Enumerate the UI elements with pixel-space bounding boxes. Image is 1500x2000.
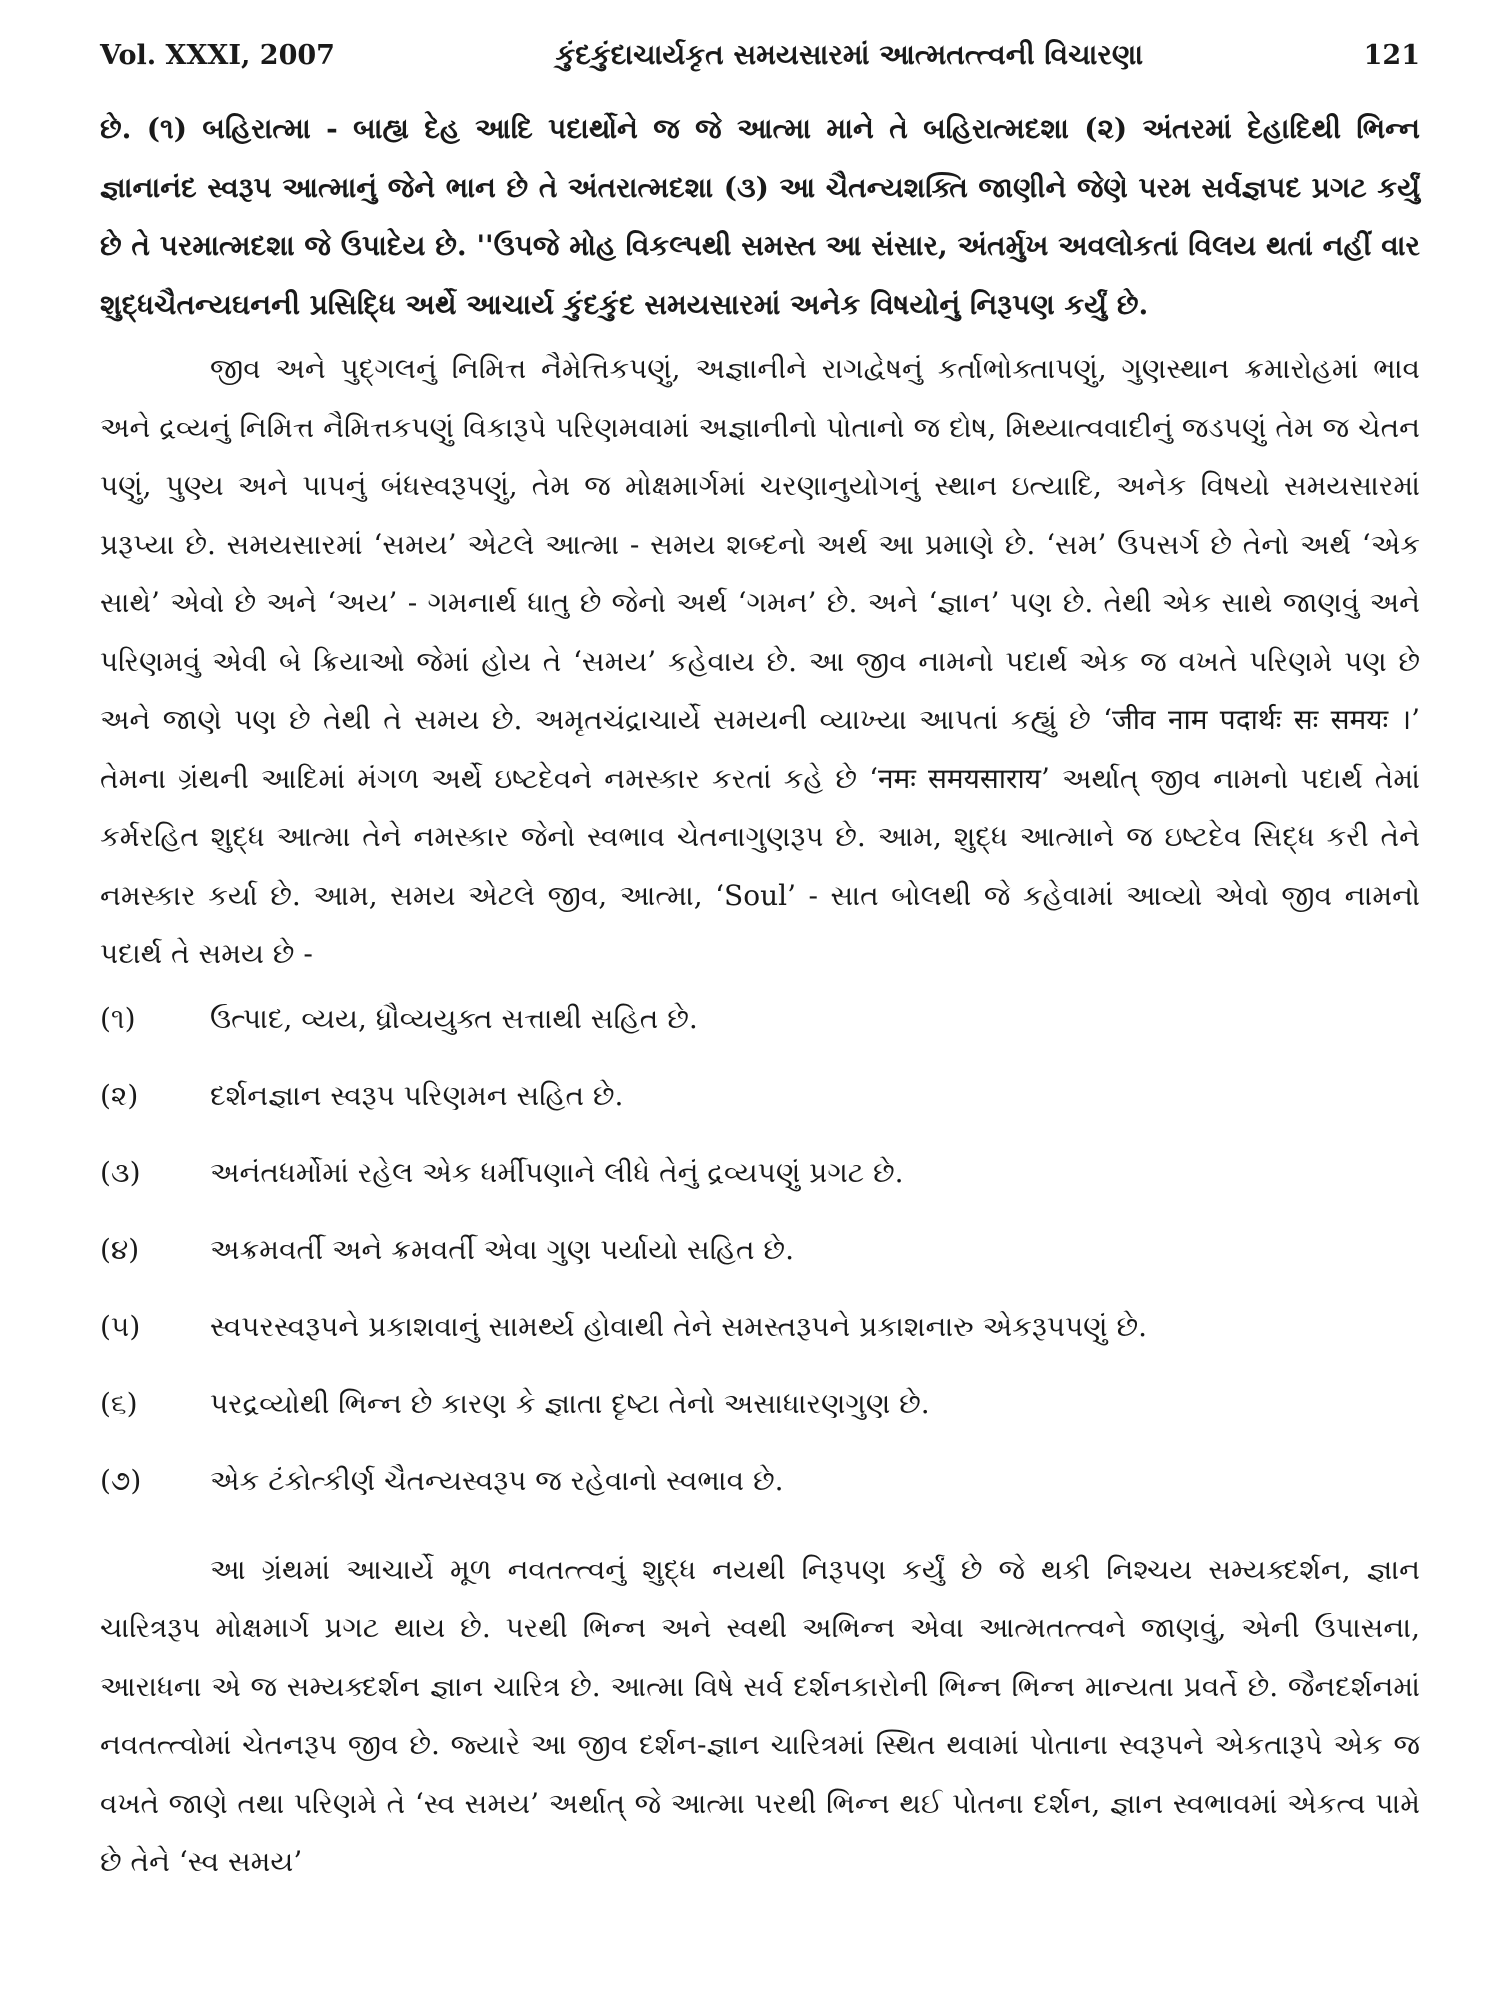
list-item — [100, 1375, 1420, 1452]
list-item-number: (૫) — [100, 1309, 141, 1343]
list-item — [100, 1298, 1420, 1375]
list-item-number: (૬) — [100, 1386, 138, 1420]
paragraph-intro: છે. (૧) બહિરાત્મા - બાહ્ય દેહ આદિ પદાર્થોને જ જે આત્મા માને તે બહિરાત્મદશા (૨) અંતરમાં દેહાદિથી ભિન્ન જ્ઞાનાનંદ સ્વરૂપ આત્માનું જેને ભાન છે તે અંતરાત્મદશા (૩) આ ચૈતન્યશક્તિ જાણીને જેણે પરમ સર્વજ્ઞપદ પ્રગટ કર્યું છે તે પરમાત્મદશા જે ઉપાદેય છે. ''ઉપજે મોહ વિકલ્પથી સમસ્ત આ સંસાર, અંતર્મુખ અવલોકતાં વિલય થતાં નહીં વાર શુદ્ધચૈતન્યઘનની પ્રસિદ્ધિ અર્થે આચાર્ય કુંદકુંદ સમયસારમાં અનેક વિષયોનું નિરૂપણ કર્યું છે. — [100, 112, 1420, 321]
paragraph-navtattva: આ ગ્રંથમાં આચાર્યે મૂળ નવતત્ત્વનું શુદ્ધ નયથી નિરૂપણ કર્યું છે જે થકી નિશ્ચય સમ્યક્દર્શન, જ્ઞાન ચારિત્રરૂપ મોક્ષમાર્ગ પ્રગટ થાય છે. પરથી ભિન્ન અને સ્વથી અભિન્ન એવા આત્મતત્ત્વને જાણવું, એની ઉપાસના, આરાધના એ જ સમ્યક્દર્શન જ્ઞાન ચારિત્ર છે. આત્મા વિષે સર્વ દર્શનકારોની ભિન્ન ભિન્ન માન્યતા પ્રવર્તે છે. જૈનદર્શનમાં નવતત્ત્વોમાં ચેતનરૂપ જીવ છે. જ્યારે આ જીવ દર્શન-જ્ઞાન ચારિત્રમાં સ્થિત થવામાં પોતાના સ્વરૂપને એકતારૂપે એક જ વખતે જાણે તથા પરિણમે તે ‘સ્વ સમય’ અર્થાત્ જે આત્મા પરથી ભિન્ન થઈ પોતના દર્શન, જ્ઞાન સ્વભાવમાં એકત્વ પામે છે તેને ‘સ્વ સમય’ — [100, 1552, 1420, 1878]
list-item-number: (૪) — [100, 1232, 140, 1266]
list-item — [100, 1067, 1420, 1144]
list-item-number: (૩) — [100, 1155, 141, 1189]
list-item-number: (૭) — [100, 1463, 142, 1497]
page-body — [100, 100, 1420, 1892]
list-item-text: એક ટંકોત્કીર્ણ ચૈતન્યસ્વરૂપ જ રહેવાનો સ્વભાવ છે. — [210, 1463, 784, 1497]
running-title: કુંદકુંદાચાર્યકૃત સમયસારમાં આત્મતત્ત્વની વિચારણા — [555, 38, 1144, 71]
page-header — [100, 38, 1420, 78]
list-item-number: (૨) — [100, 1078, 139, 1112]
paragraph-samay-definition: જીવ અને પુદ્ગલનું નિમિત્ત નૈમેત્તિકપણું, અજ્ઞાનીને રાગદ્વેષનું કર્તાભોક્તાપણું, ગુણસ્થાન ક્રમારોહમાં ભાવ અને દ્રવ્યનું નિમિત્ત નૈમિત્તકપણું વિકારૂપે પરિણમવામાં અજ્ઞાનીનો પોતાનો જ દોષ, મિથ્યાત્વવાદીનું જડપણું તેમ જ ચેતન પણું, પુણ્ય અને પાપનું બંધસ્વરૂપણું, તેમ જ મોક્ષમાર્ગમાં ચરણાનુયોગનું સ્થાન ઇત્યાદિ, અનેક વિષયો સમયસારમાં પ્રરૂપ્યા છે. સમયસારમાં ‘સમય’ એટલે આત્મા - સમય શબ્દનો અર્થ આ પ્રમાણે છે. ‘સમ’ ઉપસર્ગ છે તેનો અર્થ ‘એક સાથે’ એવો છે અને ‘અય’ - ગમનાર્થ ધાતુ છે જેનો અર્થ ‘ગમન’ છે. અને ‘જ્ઞાન’ પણ છે. તેથી એક સાથે જાણવું અને પરિણમવું એવી બે ક્રિયાઓ જેમાં હોય તે ‘સમય’ કહેવાય છે. આ જીવ નામનો પદાર્થ એક જ વખતે પરિણમે પણ છે અને જાણે પણ છે તેથી તે સમય છે. અમૃતચંદ્રાચાર્યે સમયની વ્યાખ્યા આપતાં કહ્યું છે ‘जीव नाम पदार्थः सः समयः ।’ તેમના ગ્રંથની આદિમાં મંગળ અર્થે ઇષ્ટદેવને નમસ્કાર કરતાં કહે છે ‘नमः समयसाराय’ અર્થાત્ જીવ નામનો પદાર્થ તેમાં કર્મરહિત શુદ્ધ આત્મા તેને નમસ્કાર જેનો સ્વભાવ ચેતનાગુણરૂપ છે. આમ, શુદ્ધ આત્માને જ ઇષ્ટદેવ સિદ્ધ કરી તેને નમસ્કાર કર્યા છે. આમ, સમય એટલે જીવ, આત્મા, ‘Soul’ - સાત બોલથી જે કહેવામાં આવ્યો એવો જીવ નામનો પદાર્થ તે સમય છે - — [100, 352, 1420, 970]
page-number: 121 — [1363, 40, 1420, 71]
list-item-text: પરદ્રવ્યોથી ભિન્ન છે કારણ કે જ્ઞાતા દૃષ્ટા તેનો અસાધારણગુણ છે. — [210, 1386, 930, 1420]
list-item — [100, 1221, 1420, 1298]
seven-attributes-list — [100, 990, 1420, 1529]
list-item — [100, 1144, 1420, 1221]
list-item-text: અનંતધર્મોમાં રહેલ એક ધર્મીપણાને લીધે તેનું દ્રવ્યપણું પ્રગટ છે. — [210, 1155, 904, 1189]
list-item-text: સ્વપરસ્વરૂપને પ્રકાશવાનું સામર્થ્ય હોવાથી તેને સમસ્તરૂપને પ્રકાશનારુ એકરૂપપણું છે. — [210, 1309, 1148, 1343]
volume-label: Vol. XXXI, 2007 — [100, 40, 335, 71]
list-item-number: (૧) — [100, 1001, 136, 1035]
list-item-text: અક્રમવર્તી અને ક્રમવર્તી એવા ગુણ પર્યાયો સહિત છે. — [210, 1232, 794, 1266]
list-item-text: દર્શનજ્ઞાન સ્વરૂપ પરિણમન સહિત છે. — [210, 1078, 624, 1112]
list-item-text: ઉત્પાદ, વ્યય, ધ્રૌવ્યયુક્ત સત્તાથી સહિત છે. — [210, 1001, 698, 1035]
list-item — [100, 990, 1420, 1067]
list-item — [100, 1452, 1420, 1529]
